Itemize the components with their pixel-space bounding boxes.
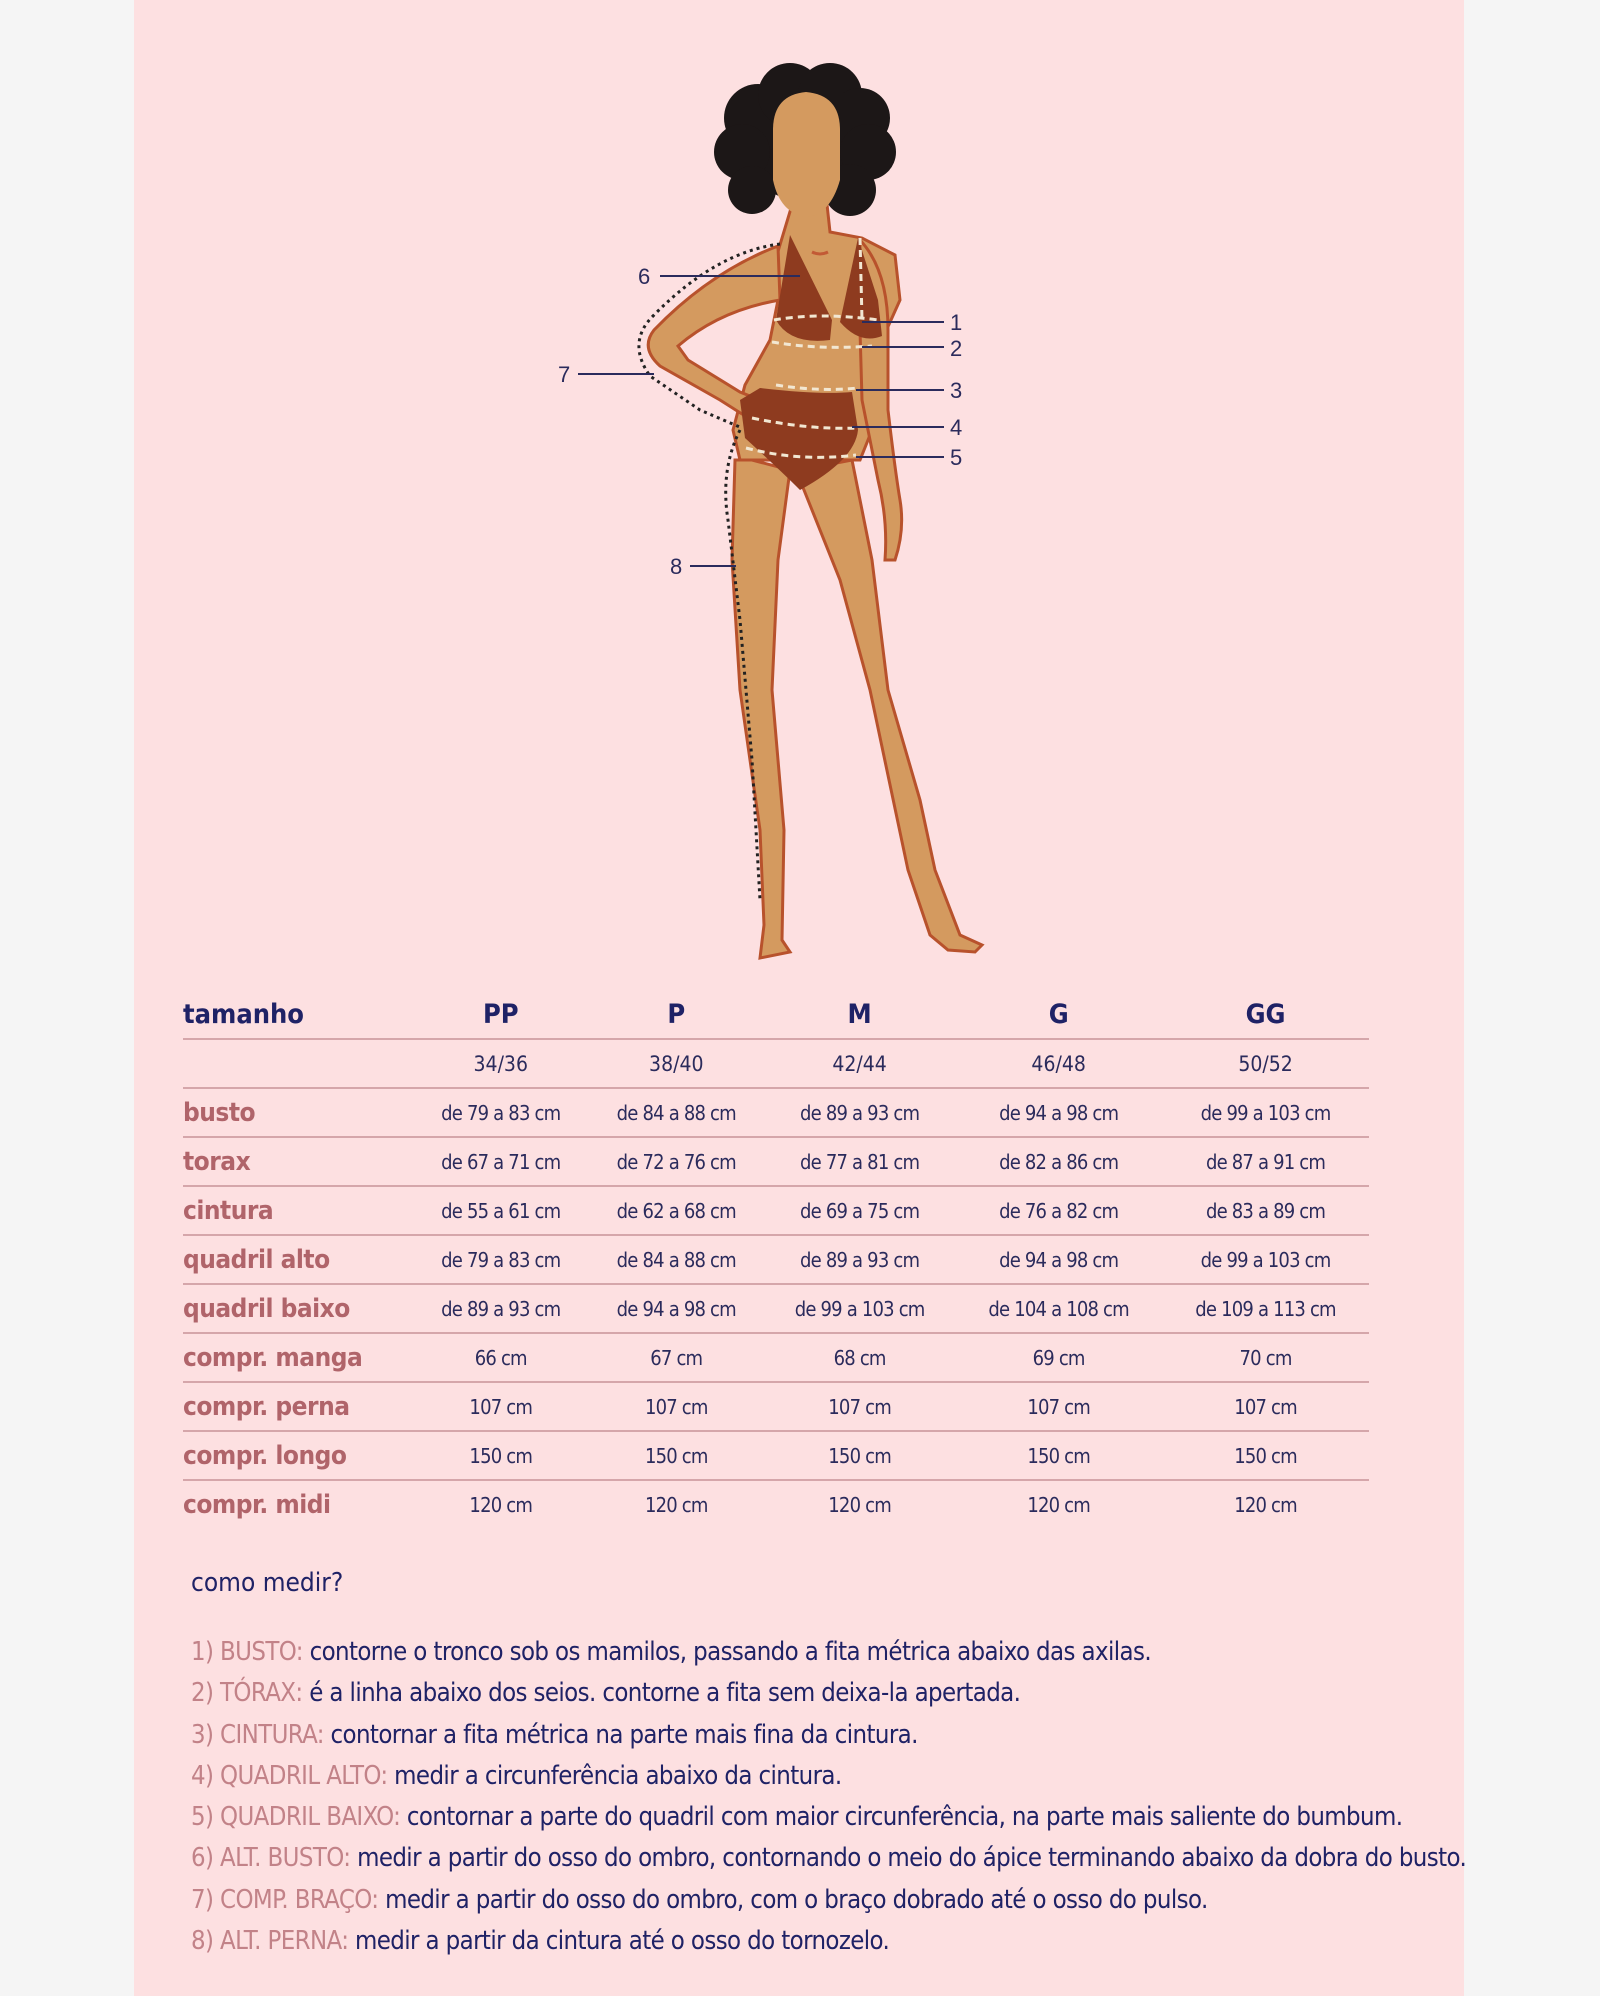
cell: de 76 a 82 cm — [955, 1186, 1162, 1235]
item-key: 7) COMP. BRAÇO: — [191, 1884, 379, 1915]
cell: de 109 a 113 cm — [1162, 1284, 1369, 1333]
item-key: 1) BUSTO: — [191, 1637, 303, 1667]
table-row — [183, 1137, 1369, 1186]
row-label: cintura — [183, 1186, 413, 1235]
cell: de 99 a 103 cm — [1162, 1235, 1369, 1284]
cell: de 84 a 88 cm — [589, 1235, 765, 1284]
item-text: medir a partir da cintura até o osso do tornozelo. — [348, 1926, 890, 1957]
table-row — [183, 1088, 1369, 1137]
cell: 150 cm — [413, 1431, 589, 1480]
marker-5: 5 — [950, 445, 963, 470]
cell: 120 cm — [644, 1492, 708, 1517]
list-item — [191, 1921, 1466, 1962]
cell: 107 cm — [589, 1382, 765, 1431]
size-chart-table — [183, 990, 1369, 1528]
item-text: é a linha abaixo dos seios. contorne a fita sem deixa-la apertada. — [302, 1678, 1021, 1709]
marker-2: 2 — [950, 336, 963, 361]
size-header-label: tamanho — [183, 990, 413, 1039]
cell: 66 cm — [413, 1333, 589, 1382]
face — [773, 92, 840, 217]
marker-8: 8 — [670, 554, 683, 579]
item-key: 8) ALT. PERNA: — [191, 1926, 349, 1957]
item-key: 6) ALT. BUSTO: — [191, 1843, 351, 1874]
cell: 120 cm — [828, 1492, 891, 1517]
item-text: contornar a fita métrica na parte mais fina da cintura. — [323, 1719, 918, 1750]
cell: de 94 a 98 cm — [589, 1284, 765, 1333]
cell: de 83 a 89 cm — [1162, 1186, 1369, 1235]
item-text: medir a partir do osso do ombro, contornando o meio do ápice terminando abaixo da dobra do busto. — [350, 1843, 1467, 1874]
table-row — [183, 1382, 1369, 1431]
table-row — [183, 1480, 1369, 1528]
list-item — [191, 1673, 1466, 1714]
row-label: busto — [183, 1088, 413, 1137]
howto-title: como medir? — [191, 1568, 344, 1598]
cell: 107 cm — [764, 1382, 955, 1431]
list-item — [191, 1880, 1466, 1921]
cell: 107 cm — [413, 1382, 589, 1431]
cell: de 89 a 93 cm — [764, 1088, 955, 1137]
list-item — [191, 1797, 1466, 1838]
size-m: M — [764, 990, 955, 1039]
cell: 67 cm — [589, 1333, 765, 1382]
cell: de 94 a 98 cm — [955, 1235, 1162, 1284]
cell: de 79 a 83 cm — [413, 1088, 589, 1137]
item-key: 3) CINTURA: — [191, 1719, 324, 1750]
size-code: 50/52 — [1162, 1039, 1369, 1088]
row-label: compr. midi — [183, 1489, 331, 1520]
size-header-row — [183, 990, 1369, 1039]
marker-4: 4 — [950, 415, 963, 440]
table-row — [183, 1235, 1369, 1284]
cell: de 55 a 61 cm — [413, 1186, 589, 1235]
cell: 107 cm — [1162, 1382, 1369, 1431]
legs — [732, 460, 982, 958]
cell: 150 cm — [955, 1431, 1162, 1480]
row-label: compr. longo — [183, 1431, 413, 1480]
cell: 120 cm — [1234, 1492, 1297, 1517]
cell: 150 cm — [1162, 1431, 1369, 1480]
item-key: 4) QUADRIL ALTO: — [191, 1760, 388, 1791]
item-key: 2) TÓRAX: — [191, 1678, 303, 1709]
list-item — [191, 1838, 1466, 1879]
cell: de 77 a 81 cm — [764, 1137, 955, 1186]
cell: de 89 a 93 cm — [413, 1284, 589, 1333]
cell: 120 cm — [469, 1492, 533, 1517]
item-text: medir a circunferência abaixo da cintura. — [387, 1760, 842, 1791]
item-text: contorne o tronco sob os mamilos, passando a fita métrica abaixo das axilas. — [302, 1637, 1151, 1667]
cell: 70 cm — [1162, 1333, 1369, 1382]
cell: de 94 a 98 cm — [955, 1088, 1162, 1137]
size-code: 42/44 — [764, 1039, 955, 1088]
table-row — [183, 1284, 1369, 1333]
cell: de 84 a 88 cm — [589, 1088, 765, 1137]
cell: de 62 a 68 cm — [589, 1186, 765, 1235]
item-text: medir a partir do osso do ombro, com o braço dobrado até o osso do pulso. — [378, 1884, 1208, 1915]
cell: 120 cm — [1027, 1492, 1090, 1517]
cell: de 79 a 83 cm — [413, 1235, 589, 1284]
cell: de 99 a 103 cm — [1162, 1088, 1369, 1137]
marker-7: 7 — [558, 362, 571, 387]
row-label: quadril baixo — [183, 1284, 413, 1333]
table-row — [183, 1186, 1369, 1235]
item-key: 5) QUADRIL BAIXO: — [191, 1802, 401, 1833]
cell: 68 cm — [764, 1333, 955, 1382]
row-label: compr. perna — [183, 1382, 413, 1431]
size-gg: GG — [1162, 990, 1369, 1039]
list-item — [191, 1756, 1466, 1797]
howto-list — [191, 1632, 1466, 1962]
cell: de 104 a 108 cm — [955, 1284, 1162, 1333]
cell: 69 cm — [955, 1333, 1162, 1382]
body-measurement-illustration — [0, 0, 1600, 980]
size-code: 34/36 — [413, 1039, 589, 1088]
marker-3: 3 — [950, 378, 963, 403]
list-item — [191, 1715, 1466, 1756]
cell: de 89 a 93 cm — [764, 1235, 955, 1284]
row-label: quadril alto — [183, 1235, 413, 1284]
size-p: P — [589, 990, 765, 1039]
cell: 107 cm — [955, 1382, 1162, 1431]
cell: de 69 a 75 cm — [764, 1186, 955, 1235]
size-code-row — [183, 1039, 1369, 1088]
table-row — [183, 1431, 1369, 1480]
marker-1: 1 — [950, 310, 963, 335]
cell: de 99 a 103 cm — [764, 1284, 955, 1333]
row-label: compr. manga — [183, 1333, 413, 1382]
size-code: 38/40 — [589, 1039, 765, 1088]
cell: de 72 a 76 cm — [589, 1137, 765, 1186]
row-label: torax — [183, 1137, 413, 1186]
cell: de 82 a 86 cm — [955, 1137, 1162, 1186]
item-text: contornar a parte do quadril com maior circunferência, na parte mais saliente do bumbum. — [400, 1802, 1403, 1833]
cell: 150 cm — [589, 1431, 765, 1480]
size-pp: PP — [413, 990, 589, 1039]
size-code: 46/48 — [955, 1039, 1162, 1088]
cell: de 87 a 91 cm — [1162, 1137, 1369, 1186]
table-row — [183, 1333, 1369, 1382]
list-item — [191, 1632, 1466, 1673]
size-g: G — [955, 990, 1162, 1039]
cell: 150 cm — [764, 1431, 955, 1480]
marker-6: 6 — [638, 264, 651, 289]
cell: de 67 a 71 cm — [413, 1137, 589, 1186]
size-code-empty — [183, 1039, 413, 1088]
